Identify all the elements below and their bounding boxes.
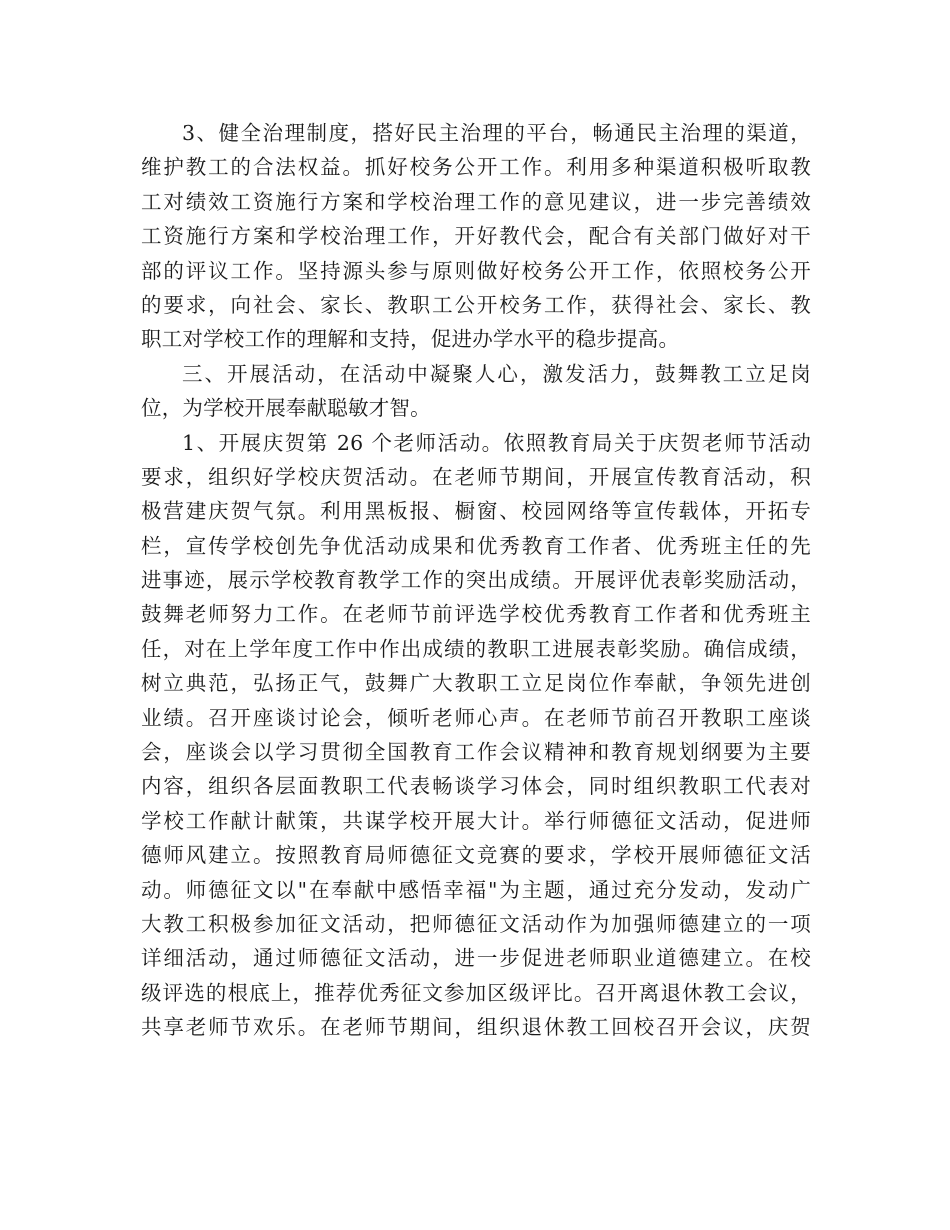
paragraph-line: 德师风建立。按照教育局师德征文竞赛的要求，学校开展师德征文活: [141, 843, 811, 868]
paragraph-line: 进事迹，展示学校教育教学工作的突出成绩。开展评优表彰奖励活动，: [141, 568, 811, 593]
body-text: [141, 116, 811, 1045]
paragraph-line: 要求，组织好学校庆贺活动。在老师节期间，开展宣传教育活动，积: [141, 464, 811, 489]
paragraph-line: 3、健全治理制度，搭好民主治理的平台，畅通民主治理的渠道，: [182, 121, 811, 145]
paragraph-line: 动。师德征文以"在奉献中感悟幸福"为主题，通过充分发动，发动广: [141, 877, 811, 902]
paragraph-line: 内容，组织各层面教职工代表畅谈学习体会，同时组织教职工代表对: [141, 774, 811, 799]
paragraph-line: 部的评议工作。坚持源头参与原则做好校务公开工作，依照校务公开: [141, 258, 811, 283]
paragraph-line: 业绩。召开座谈讨论会，倾听老师心声。在老师节前召开教职工座谈: [141, 705, 811, 730]
paragraph-line: 学校工作献计献策，共谋学校开展大计。举行师德征文活动，促进师: [141, 808, 811, 833]
paragraph-line: 的要求，向社会、家长、教职工公开校务工作，获得社会、家长、教: [141, 292, 811, 317]
paragraph-line: 1、开展庆贺第 26 个老师活动。依照教育局关于庆贺老师节活动: [182, 430, 811, 455]
paragraph-line: 极营建庆贺气氛。利用黑板报、橱窗、校园网络等宣传载体，开拓专: [141, 499, 811, 524]
paragraph-line: 详细活动，通过师德征文活动，进一步促进老师职业道德建立。在校: [141, 946, 811, 971]
paragraph-line: 共享老师节欢乐。在老师节期间，组织退休教工回校召开会议，庆贺: [141, 1015, 811, 1040]
paragraph-line: 会，座谈会以学习贯彻全国教育工作会议精神和教育规划纲要为主要: [141, 740, 811, 765]
paragraph-line: 栏，宣传学校创先争优活动成果和优秀教育工作者、优秀班主任的先: [141, 533, 811, 558]
paragraph-line: 三、开展活动，在活动中凝聚人心，激发活力，鼓舞教工立足岗: [182, 361, 811, 386]
paragraph-line: 大教工积极参加征文活动，把师德征文活动作为加强师德建立的一项: [141, 911, 811, 936]
paragraph-line: 任，对在上学年度工作中作出成绩的教职工进展表彰奖励。确信成绩，: [141, 636, 811, 661]
paragraph-line: 职工对学校工作的理解和支持，促进办学水平的稳步提高。: [141, 327, 680, 352]
paragraph-line: 维护教工的合法权益。抓好校务公开工作。利用多种渠道积极听取教: [141, 155, 811, 180]
paragraph-line: 工资施行方案和学校治理工作，开好教代会，配合有关部门做好对干: [141, 224, 811, 249]
paragraph-line: 鼓舞老师努力工作。在老师节前评选学校优秀教育工作者和优秀班主: [141, 602, 811, 627]
paragraph-line: 树立典范，弘扬正气，鼓舞广大教职工立足岗位作奉献，争领先进创: [141, 671, 811, 696]
paragraph-line: 位，为学校开展奉献聪敏才智。: [141, 396, 431, 421]
paragraph-line: 工对绩效工资施行方案和学校治理工作的意见建议，进一步完善绩效: [141, 189, 811, 214]
paragraph-line: 级评选的根底上，推荐优秀征文参加区级评比。召开离退休教工会议，: [141, 980, 811, 1005]
